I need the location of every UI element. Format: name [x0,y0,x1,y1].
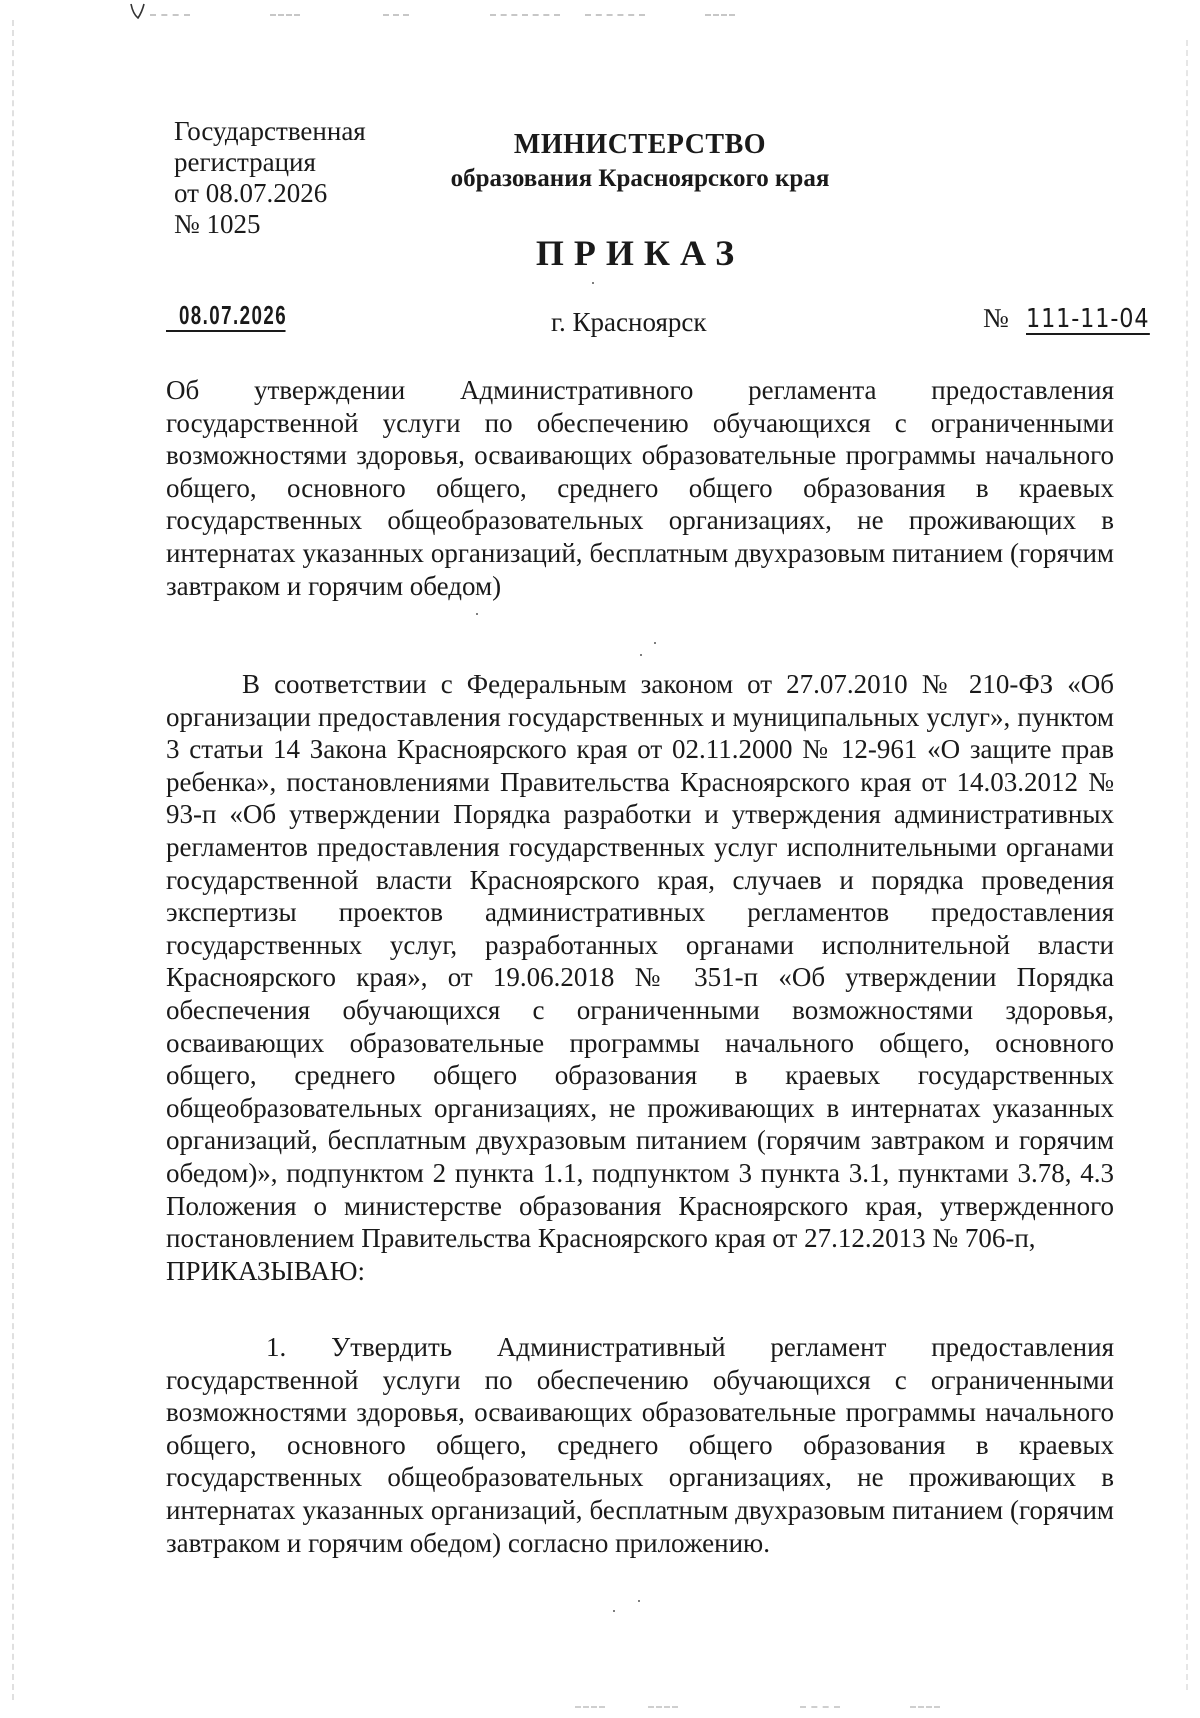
registration-number: № 1025 [174,209,261,239]
order-subject: Об утверждении Административного регламента предоставления государственной услуги по обеспечению обучающихся с ограниченными возможностями здоровья, осваивающих образовательные программы начального общего, основного общего, среднего общего образования в краевых государственных общеобразовательных организациях, не проживающих в интернатах указанных организаций, бесплатным двухразовым питанием (горячим завтраком и горячим обедом) [166,375,1114,601]
order-city: г. Красноярск [551,307,707,337]
scan-edge-top [585,14,645,16]
scan-edge-bottom [648,1706,678,1708]
scan-edge-bottom [910,1706,940,1708]
scan-speck [654,642,656,644]
scan-edge-top [150,14,190,16]
scan-edge-top [270,14,300,16]
preamble-text: В соответствии с Федеральным законом от 27.07.2010 № 210-ФЗ «Об организации предоставления государственных и муниципальных услуг», пунктом 3 статьи 14 Закона Красноярского края от 02.11.2000 № 12-961 «О защите прав ребенка», постановлениями Правительства Красноярского края от 14.03.2012 № 93-п «Об утверждении Порядка разработки и утверждения административных регламентов предоставления государственных услуг исполнительными органами государственной власти Красноярского края, случаев и порядка проведения экспертизы проектов административных регламентов предоставления государственных услуг, разработанных органами исполнительной власти Красноярского края», от 19.06.2018 № 351-п «Об утверждении Порядка обеспечения обучающихся с ограниченными возможностями здоровья, осваивающих образовательные программы начального общего, основного общего, среднего общего образования в краевых государственных общеобразовательных организациях, не проживающих в интернатах указанных организаций, бесплатным двухразовым питанием (горячим завтраком и горячим обедом)», подпунктом 2 пункта 1.1, подпунктом 3 пункта 3.1, пунктами 3.78, 4.3 Положения о министерстве образования Красноярского края, утвержденного постановлением Правительства Красноярского края от 27.12.2013 № 706-п, [166,669,1114,1254]
document-type-heading: ПРИКАЗ [535,233,745,273]
scan-edge-top [705,14,735,16]
scan-speck [640,654,642,656]
number-sign: № [983,303,1009,333]
ordering-word: ПРИКАЗЫВАЮ: [166,1255,365,1286]
order-item-1: 1. Утвердить Административный регламент предоставления государственной услуги по обеспечению обучающихся с ограниченными возможностями здоровья, осваивающих образовательные программы начального общего, основного общего, среднего общего образования в краевых государственных общеобразовательных организациях, не проживающих в интернатах указанных организаций, бесплатным двухразовым питанием (горячим завтраком и горячим обедом) согласно приложению. [166,1332,1114,1558]
registration-block [174,116,404,240]
order-number-block [983,303,1169,335]
ministry-heading [420,128,860,196]
scan-speck [638,1600,640,1602]
scan-speck [476,613,478,615]
scan-corner-mark [128,0,148,22]
scan-speck [592,282,594,284]
scan-edge-bottom [575,1706,605,1708]
scan-edge-bottom [800,1706,840,1708]
scan-speck [613,1610,615,1612]
ministry-subtitle: образования Красноярского края [450,165,830,192]
registration-label-2: регистрация [174,147,316,177]
order-number: 111-11-04 [1025,304,1149,334]
registration-label: Государственная [174,116,366,146]
registration-date: от 08.07.2026 [174,178,328,208]
preamble-paragraph [166,668,1114,1287]
scan-edge-top [490,14,560,16]
ministry-title: МИНИСТЕРСТВО [513,129,767,160]
order-date: 08.07.2026 [166,300,286,332]
scan-edge-left [12,20,14,1700]
scan-edge-top [383,14,409,16]
scan-edge-right [1186,40,1188,1690]
